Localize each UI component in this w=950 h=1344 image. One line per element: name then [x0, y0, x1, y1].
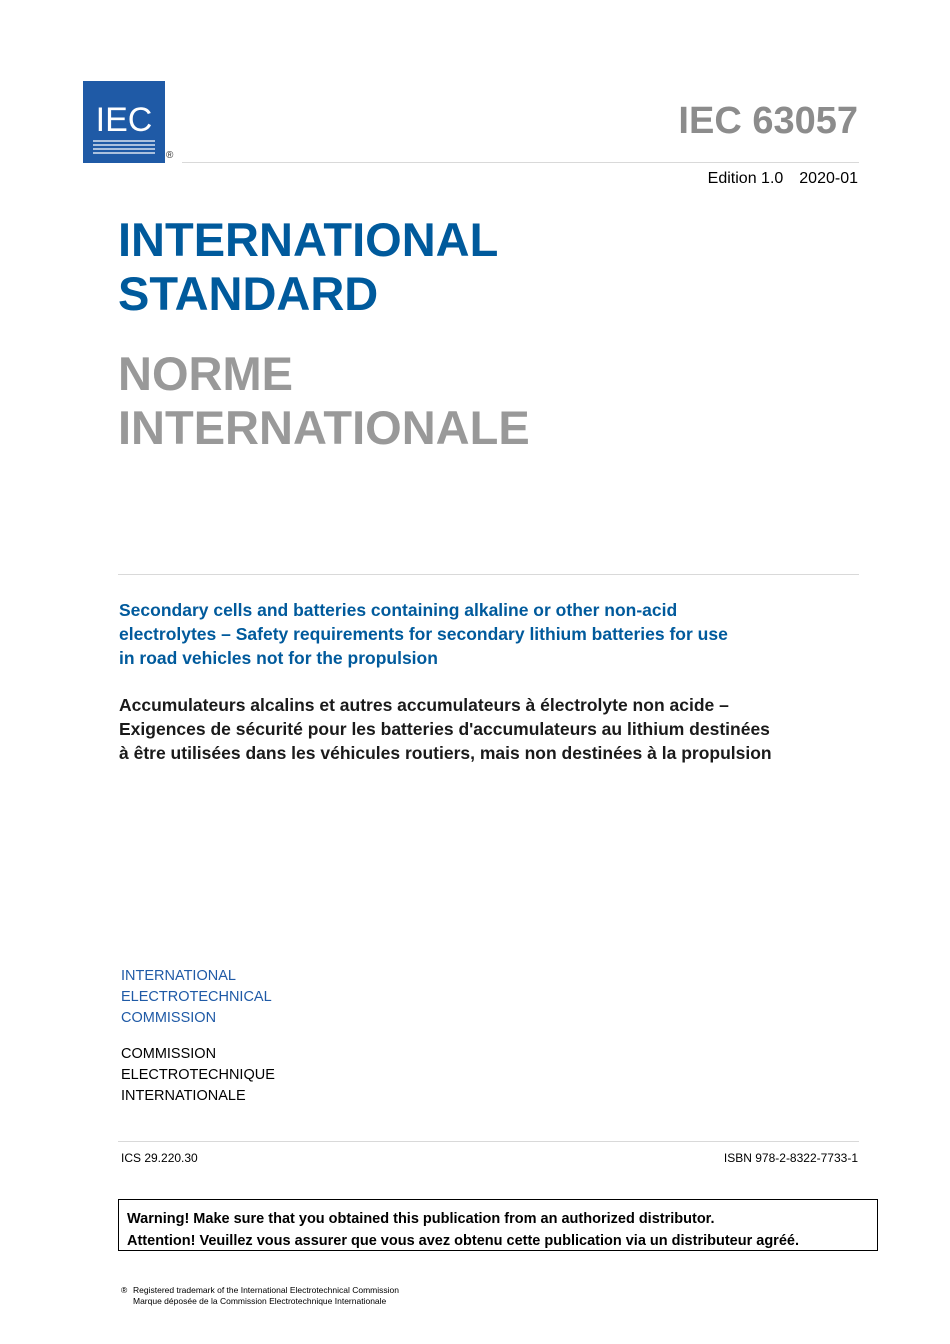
org-en-line: COMMISSION — [121, 1010, 217, 1026]
footer-divider — [118, 1141, 859, 1142]
subtitle-english — [119, 598, 839, 670]
ics-code: ICS 29.220.30 — [121, 1151, 198, 1165]
subtitle-fr-line: Accumulateurs alcalins et autres accumulateurs à électrolyte non acide – — [119, 695, 729, 715]
org-fr-line: COMMISSION — [121, 1046, 217, 1062]
org-fr-line: ELECTROTECHNIQUE — [121, 1067, 275, 1083]
edition-date: 2020-01 — [799, 170, 858, 187]
edition-line — [708, 169, 858, 189]
subtitle-french — [119, 693, 879, 765]
isbn-code: ISBN 978-2-8322-7733-1 — [723, 1151, 858, 1165]
organization-french — [121, 1044, 275, 1107]
subtitle-fr-line: à être utilisées dans les véhicules routiers, mais non destinées à la propulsion — [119, 743, 772, 763]
footnote-mark: ® — [121, 1285, 128, 1295]
title-french — [118, 347, 530, 455]
subtitle-en-line: in road vehicles not for the propulsion — [119, 648, 438, 668]
title-english — [118, 213, 498, 321]
title-en-line: INTERNATIONAL — [118, 213, 499, 266]
iec-logo-graphic — [83, 81, 165, 163]
footnote-line-en: Registered trademark of the International Electrotechnical Commission — [133, 1285, 399, 1295]
iec-logo-text: IEC — [95, 101, 153, 139]
title-fr-line: NORME — [118, 347, 293, 400]
organization-english — [121, 966, 272, 1029]
edition-label: Edition 1.0 — [707, 170, 784, 187]
subtitle-fr-line: Exigences de sécurité pour les batteries d'accumulateurs au lithium destinées — [119, 719, 770, 739]
subtitle-en-line: Secondary cells and batteries containing alkaline or other non-acid — [119, 600, 678, 620]
warning-french: Attention! Veuillez vous assurer que vous avez obtenu cette publication via un distributeur agréé. — [127, 1233, 799, 1249]
footnote-line-fr: Marque déposée de la Commission Electrotechnique Internationale — [133, 1296, 387, 1306]
org-en-line: INTERNATIONAL — [121, 968, 236, 984]
title-divider — [118, 574, 859, 575]
standard-number: IEC 63057 — [678, 100, 858, 142]
org-en-line: ELECTROTECHNICAL — [121, 989, 272, 1005]
registered-trademark-mark: ® — [166, 150, 174, 161]
trademark-footnote — [121, 1285, 399, 1307]
warning-english: Warning! Make sure that you obtained this publication from an authorized distributor. — [127, 1211, 715, 1227]
subtitle-en-line: electrolytes – Safety requirements for secondary lithium batteries for use — [119, 624, 728, 644]
header-divider — [182, 162, 859, 163]
title-en-line: STANDARD — [118, 267, 379, 320]
org-fr-line: INTERNATIONALE — [121, 1088, 246, 1104]
iec-logo — [83, 81, 165, 163]
warning-box — [118, 1199, 878, 1251]
title-fr-line: INTERNATIONALE — [118, 401, 530, 454]
